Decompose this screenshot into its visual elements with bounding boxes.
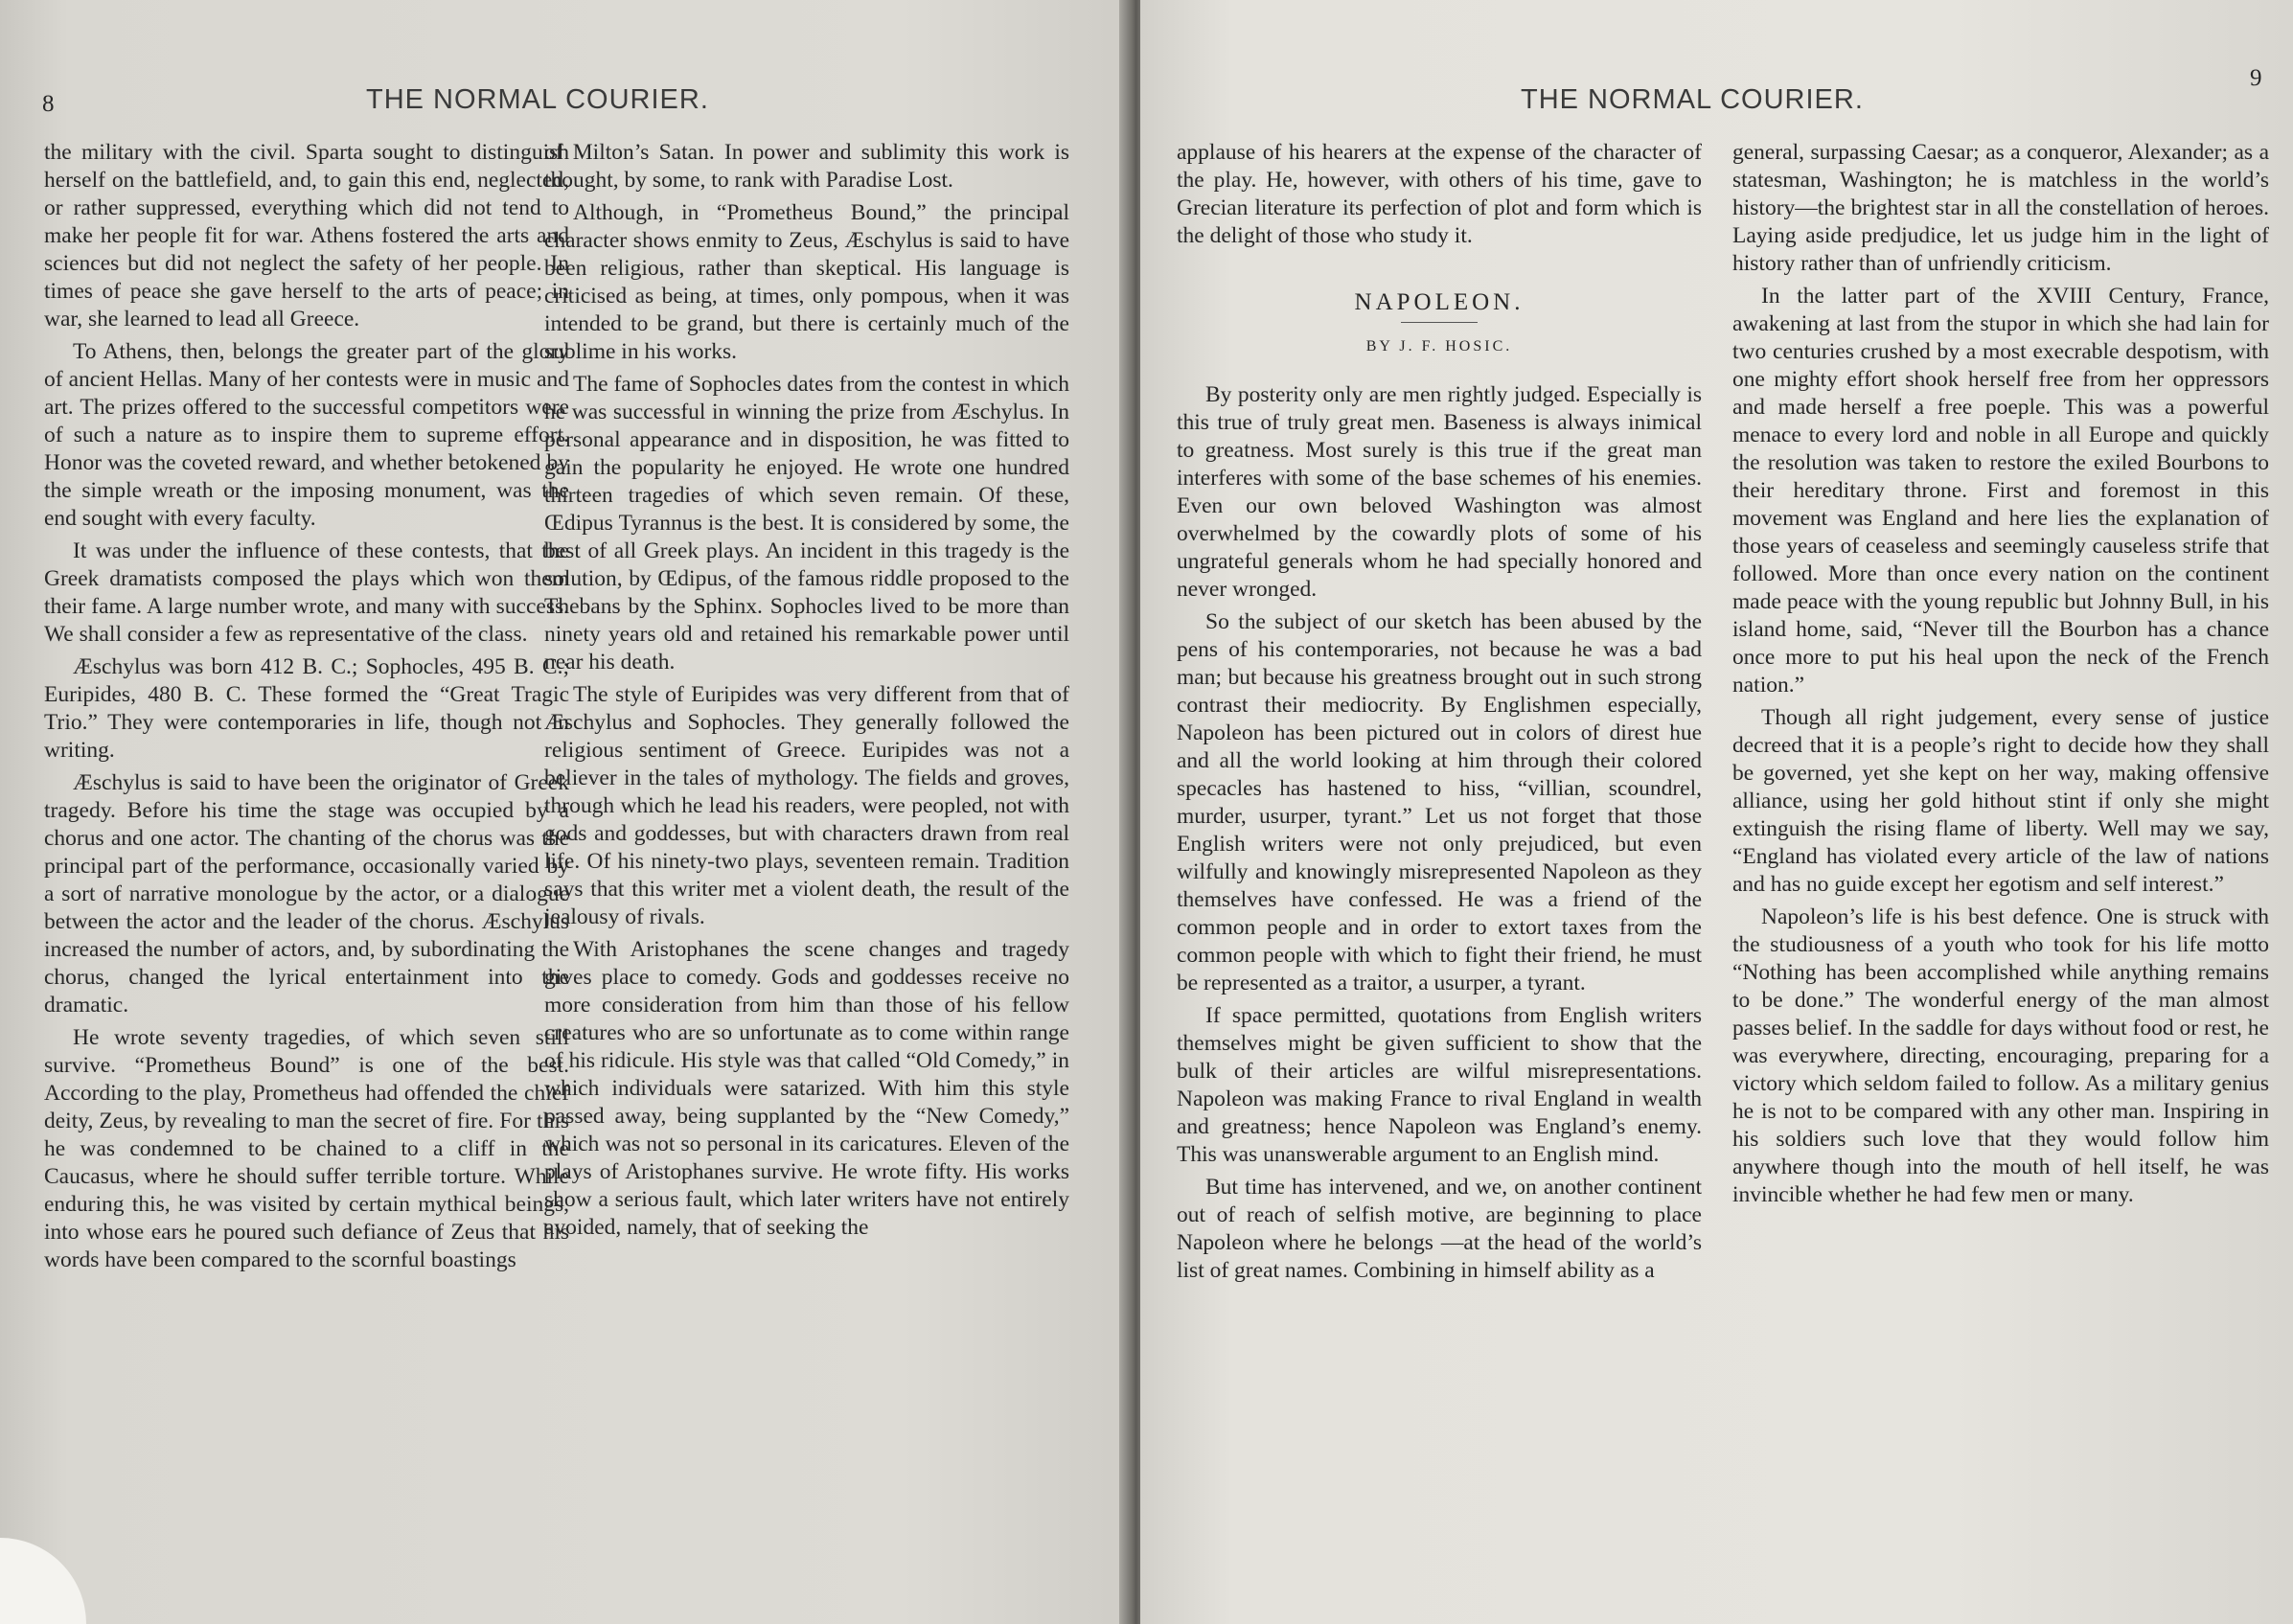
left-column-2	[544, 139, 1069, 1547]
paragraph: Although, in “Prometheus Bound,” the principal character shows enmity to Zeus, Æschylus is said to have been religious, rather than skeptical. His language is criticised as being, at times, only pompous, when it was intended to be grand, but there is certainly much of the sublime in his works.	[544, 200, 1069, 364]
paragraph: So the subject of our sketch has been abused by the pens of his contemporaries, not because he was a bad man; but because his greatness brought out in such strong contrast their mediocrity. By Englishmen especially, Napoleon has been pictured out in colors of direst hue and all the world looking at him through their colored specacles has hastened to hiss, “villian, scoundrel, murder, usurper, tyrant.” Let us not forget that those English writers were not only prejudiced, but even wilfully and knowingly misrepresented Napoleon as they themselves have confessed. He was a friend of the common people and in order to extort taxes from the common people with which to fight their friend, he must be represented as a traitor, a usurper, a tyrant.	[1177, 609, 1702, 995]
paragraph: The fame of Sophocles dates from the contest in which he was successful in winning the prize from Æschylus. In personal appearance and in disposition, he was fitted to gain the popularity he enjoyed. He wrote one hundred thirteen tragedies of which seven remain. Of these, Œdipus Tyrannus is the best. It is considered by some, the best of all Greek plays. An incident in this tragedy is the solution, by Œdipus, of the famous riddle proposed to the Thebans by the Sphinx. Sophocles lived to be more than ninety years old and retained his remarkable power until near his death.	[544, 372, 1069, 675]
running-head: THE NORMAL COURIER.	[366, 84, 709, 115]
paragraph: It was under the influence of these contests, that the Greek dramatists composed the plays which won them their fame. A large number wrote, and many with success. We shall consider a few as representative of the class.	[44, 538, 569, 647]
page-corner-fold	[0, 1538, 86, 1624]
title-rule	[1401, 322, 1478, 323]
paragraph: The style of Euripides was very different from that of Æschylus and Sophocles. They generally followed the religious sentiment of Greece. Euripides was not a believer in the tales of mythology. The fields and groves, through which he lead his readers, were peopled, not with gods and goddesses, but with characters drawn from real life. Of his ninety-two plays, seventeen remain. Tradition says that this writer met a violent death, the result of the jealousy of rivals.	[544, 682, 1069, 929]
page-number: 9	[2250, 65, 2262, 91]
paragraph: To Athens, then, belongs the greater part of the glory of ancient Hellas. Many of her contests were in music and art. The prizes offered to the successful competitors were of such a nature as to inspire them to supreme effort. Honor was the coveted reward, and whether betokened by the simple wreath or the imposing monument, was the end sought with every faculty.	[44, 339, 569, 531]
paragraph: If space permitted, quotations from English writers themselves might be given sufficient to show that the bulk of their articles are wilful misrepresentations. Napoleon was making France to rival England in wealth and greatness; hence Napoleon was England’s enemy. This was unanswerable argument to an English mind.	[1177, 1003, 1702, 1167]
paragraph: general, surpassing Caesar; as a conqueror, Alexander; as a statesman, Washington; he is matchless in the world’s history—the brightest star in all the constellation of heroes. Laying aside predjudice, let us judge him in the light of history rather than of unfriendly criticism.	[1732, 140, 2269, 276]
right-column-1	[1177, 139, 1702, 1547]
article-title: NAPOLEON.	[1354, 289, 1525, 315]
right-page	[1140, 0, 2293, 1624]
paragraph: With Aristophanes the scene changes and tragedy gives place to comedy. Gods and goddesses receive no more consideration from him than those of his fellow creatures who are so unfortunate as to come within range of his ridicule. His style was that called “Old Comedy,” in which individuals were satarized. With him this style passed away, being supplanted by the “New Comedy,” which was not so personal in its caricatures. Eleven of the plays of Aristophanes survive. He wrote fifty. His works show a serious fault, which later writers have not entirely avoided, namely, that of seeking the	[544, 937, 1069, 1240]
left-column-1	[44, 139, 569, 1547]
paragraph: But time has intervened, and we, on another continent out of reach of selfish motive, are beginning to place Napoleon where he belongs —at the head of the world’s list of great names. Combining in himself ability as a	[1177, 1175, 1702, 1283]
left-page	[0, 0, 1129, 1624]
paragraph: Napoleon’s life is his best defence. One is struck with the studiousness of a youth who took for his life motto “Nothing has been accomplished while anything remains to be done.” The wonderful energy of the man almost passes belief. In the saddle for days without food or rest, he was everywhere, directing, encouraging, preparing for a victory which seldom failed to follow. As a military genius he is not to be compared with any other man. Inspiring in his soldiers such love that they would follow him anywhere though into the mouth of hell itself, he was invincible whether he had few men or many.	[1732, 904, 2269, 1207]
paragraph: By posterity only are men rightly judged. Especially is this true of truly great men. Baseness is always inimical to greatness. Most surely is this true if the great man interferes with some of the base schemes of his enemies. Even our own beloved Washington was almost overwhelmed by the cowardly plots of some of his ungrateful generals whom he had specially honored and never wronged.	[1177, 382, 1702, 602]
article-byline: BY J. F. HOSIC.	[1365, 338, 1513, 355]
page-number: 8	[42, 91, 55, 117]
paragraph: Æschylus is said to have been the originator of Greek tragedy. Before his time the stage was occupied by a chorus and one actor. The chanting of the chorus was the principal part of the performance, occasionally varied by a sort of narrative monologue by the actor, or a dialogue between the actor and the leader of the chorus. Æschylus increased the number of actors, and, by subordinating the chorus, changed the lyrical entertainment into the dramatic.	[44, 770, 569, 1018]
paragraph: He wrote seventy tragedies, of which seven still survive. “Prometheus Bound” is one of the best. According to the play, Prometheus had offended the chief deity, Zeus, by revealing to man the secret of fire. For this he was condemned to be chained to a cliff in the Caucasus, where he should suffer terrible torture. While enduring this, he was visited by certain mythical beings, into whose ears he poured such defiance of Zeus that his words have been compared to the scornful boastings	[44, 1025, 569, 1272]
paragraph: In the latter part of the XVIII Century, France, awakening at last from the stupor in which she had lain for two centuries crushed by a most execrable despotism, with one mighty effort shook herself free from her oppressors and made herself a free poeple. This was a powerful menace to every lord and noble in all Europe and quickly the resolution was taken to restore the exiled Bourbons to their hereditary throne. First and foremost in this movement was England and here lies the explanation of those years of ceaseless and seemingly causeless strife that followed. More than once every nation on the continent made peace with the young republic but Johnny Bull, in his island home, said, “Never till the Bourbon has a chance once more to put his heal upon the neck of the French nation.”	[1732, 284, 2269, 698]
paragraph: the military with the civil. Sparta sought to distinguish herself on the battlefield, and, to gain this end, neglected, or rather suppressed, everything which did not tend to make her people fit for war. Athens fostered the arts and sciences but did not neglect the safety of her people. In times of peace she gave herself to the arts of peace; in war, she learned to lead all Greece.	[44, 140, 569, 332]
running-head: THE NORMAL COURIER.	[1521, 84, 1864, 115]
paragraph: applause of his hearers at the expense of the character of the play. He, however, with others of his time, gave to Grecian literature its perfection of plot and form which is the delight of those who study it.	[1177, 140, 1702, 248]
paragraph: of Milton’s Satan. In power and sublimity this work is thought, by some, to rank with Paradise Lost.	[544, 140, 1069, 193]
right-column-2	[1732, 139, 2269, 1547]
paragraph: Though all right judgement, every sense of justice decreed that it is a people’s right to decide how they shall be governed, yet she kept on her way, making offensive alliance, using her gold hithout stint if only she might extinguish the rising flame of liberty. Well may we say, “England has violated every article of the law of nations and has no guide except her egotism and self interest.”	[1732, 705, 2269, 897]
paragraph: Æschylus was born 412 B. C.; Sophocles, 495 B. C.; Euripides, 480 B. C. These formed the “Great Tragic Trio.” They were contemporaries in life, though not in writing.	[44, 654, 569, 763]
